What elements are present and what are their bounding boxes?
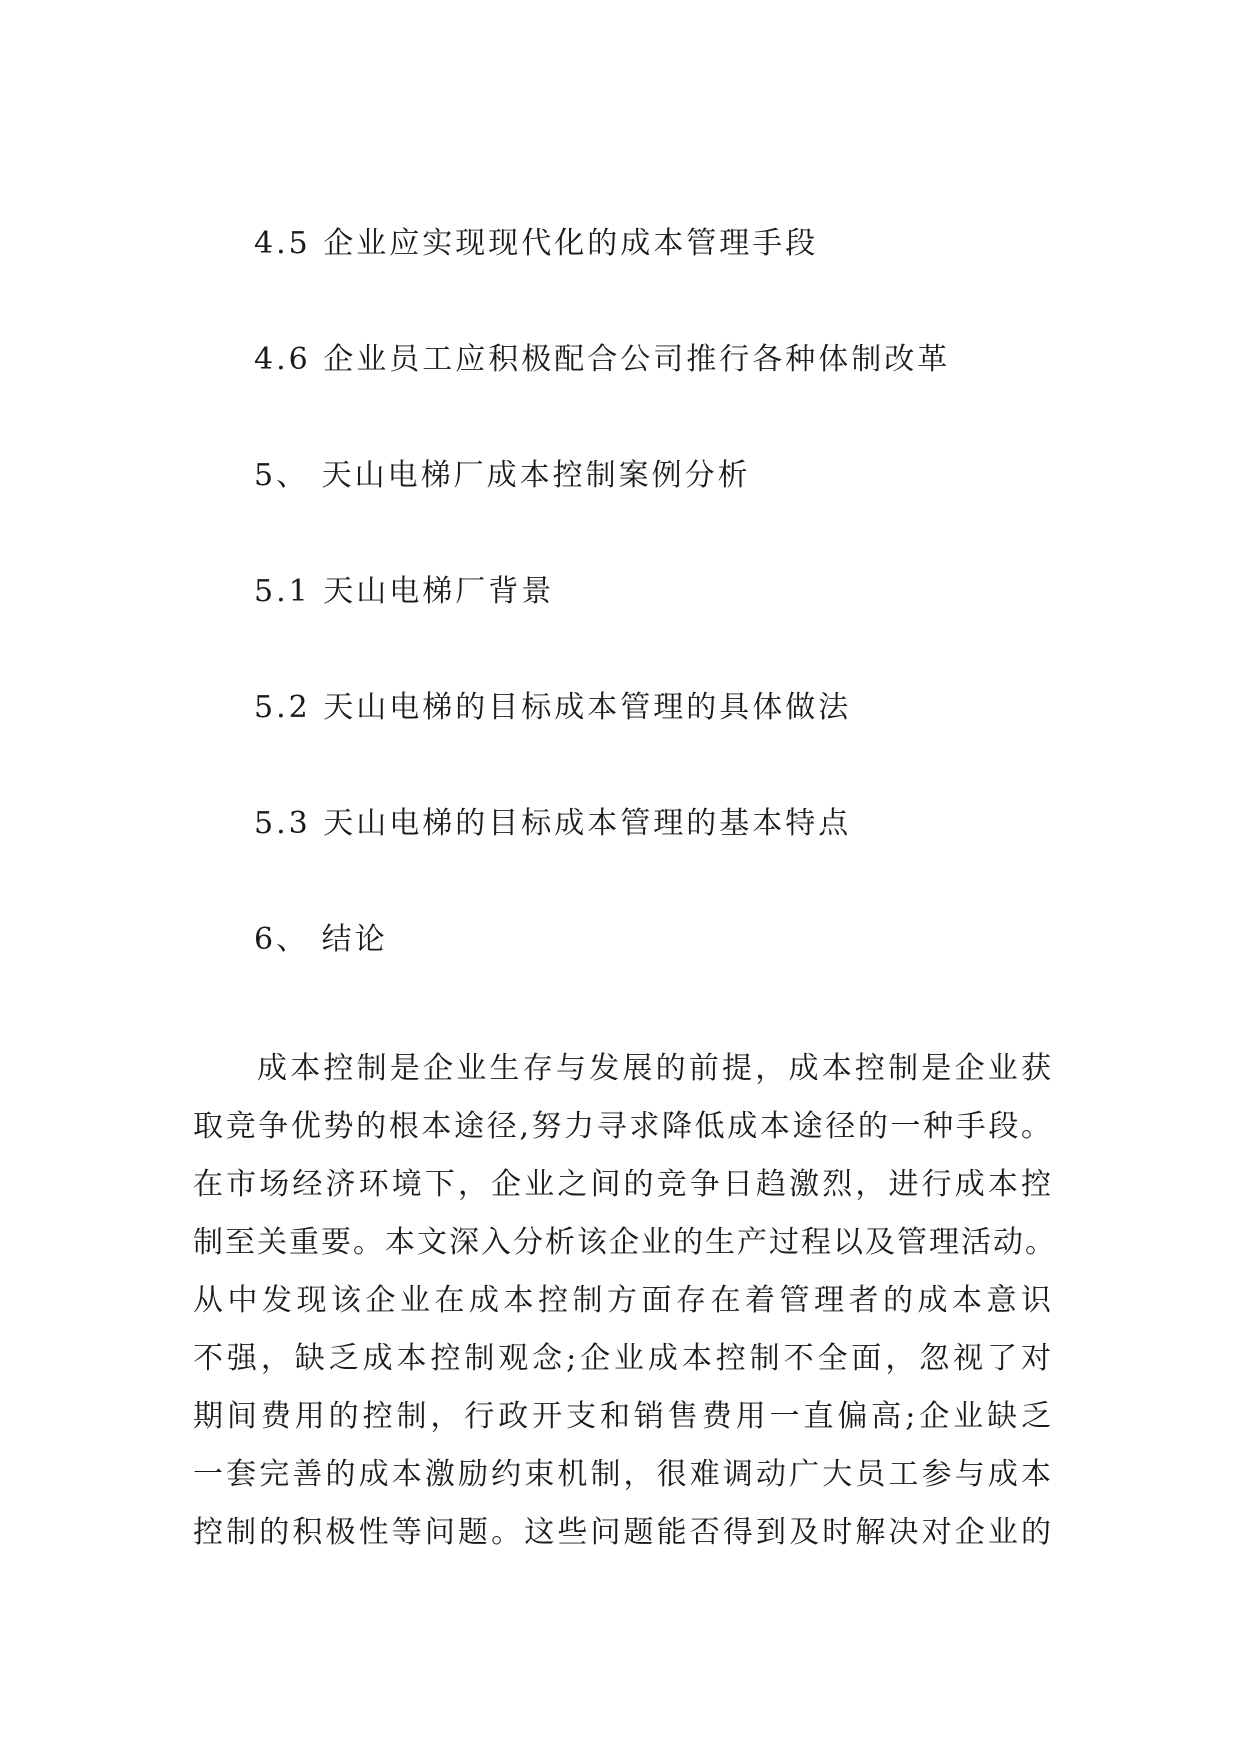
paragraph-line: 控制的积极性等问题。这些问题能否得到及时解决对企业的 <box>193 1515 1053 1550</box>
heading-6: 6、 结论 <box>254 922 388 957</box>
paragraph-line: 在市场经济环境下，企业之间的竞争日趋激烈，进行成本控 <box>193 1167 1053 1202</box>
paragraph-line: 不强，缺乏成本控制观念;企业成本控制不全面，忽视了对 <box>193 1341 1053 1376</box>
heading-5-1: 5.1 天山电梯厂背景 <box>254 574 555 609</box>
paragraph-line: 取竞争优势的根本途径,努力寻求降低成本途径的一种手段。 <box>193 1109 1053 1144</box>
heading-5-3: 5.3 天山电梯的目标成本管理的基本特点 <box>254 806 852 841</box>
paragraph-line: 制至关重要。本文深入分析该企业的生产过程以及管理活动。 <box>193 1225 1057 1260</box>
paragraph-line: 期间费用的控制，行政开支和销售费用一直偏高;企业缺乏 <box>193 1399 1053 1434</box>
heading-5-2: 5.2 天山电梯的目标成本管理的具体做法 <box>254 690 852 725</box>
paragraph-line: 一套完善的成本激励约束机制，很难调动广大员工参与成本 <box>193 1457 1053 1492</box>
paragraph-line: 成本控制是企业生存与发展的前提，成本控制是企业获 <box>257 1051 1053 1086</box>
heading-4-5: 4.5 企业应实现现代化的成本管理手段 <box>254 226 819 261</box>
heading-4-6: 4.6 企业员工应积极配合公司推行各种体制改革 <box>254 342 951 377</box>
conclusion-paragraph <box>193 1040 1057 1562</box>
heading-5: 5、 天山电梯厂成本控制案例分析 <box>254 458 751 493</box>
paragraph-line: 从中发现该企业在成本控制方面存在着管理者的成本意识 <box>193 1283 1053 1318</box>
